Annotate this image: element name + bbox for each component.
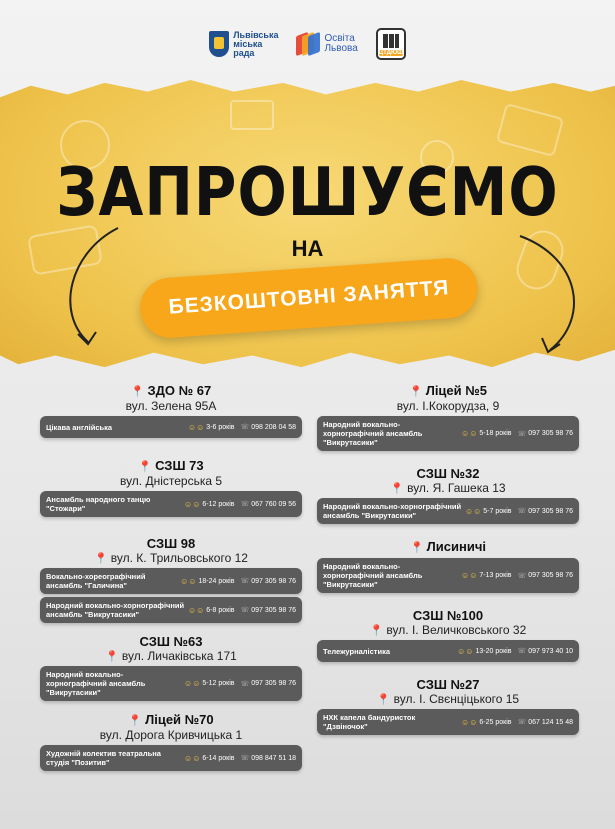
- location-pin-icon: 📍: [409, 386, 423, 398]
- class-card[interactable]: [40, 597, 302, 623]
- school-name: СЗШ №63: [139, 634, 203, 649]
- class-card[interactable]: [317, 558, 579, 593]
- school-name: Ліцей №5: [425, 383, 487, 398]
- school-header: [317, 467, 579, 495]
- location-pin-icon: 📍: [105, 651, 119, 663]
- phone-number: ☏ 067 760 09 56: [240, 500, 296, 508]
- school-header: [40, 384, 302, 413]
- children-icon: ☺☺: [187, 422, 205, 432]
- class-card[interactable]: [317, 640, 579, 662]
- headline-connector: НА: [291, 236, 324, 261]
- class-title: Народний вокально-хорнографічний ансамбль "Викрутасики": [46, 601, 185, 619]
- class-card[interactable]: [40, 745, 302, 771]
- osvita-books-icon: [296, 31, 320, 57]
- children-icon: ☺☺: [457, 646, 474, 656]
- school-name: СЗШ 73: [155, 458, 204, 473]
- class-title: Народний вокально-хорнографічний ансамбль "Викрутасики": [46, 670, 146, 697]
- right-column: [317, 384, 579, 735]
- phone-icon: ☏: [240, 424, 250, 431]
- lviv-crest-icon: [209, 31, 229, 57]
- phone-number: ☏ 098 208 04 58: [240, 423, 296, 431]
- children-icon: ☺☺: [187, 605, 205, 615]
- school-name: Лисиничі: [426, 539, 487, 554]
- class-title: Художній колектив театральна студія "Позитив": [46, 749, 161, 767]
- school-name: СЗШ №100: [412, 608, 484, 623]
- location-pin-icon: 📍: [94, 553, 108, 565]
- class-title: Цікава англійська: [46, 422, 113, 432]
- age-range: ☺☺ 3-6 років: [187, 422, 235, 432]
- age-range: ☺☺ 5-12 років: [184, 679, 235, 688]
- class-title: Вокально-хореографічний ансамбль "Галичина": [46, 572, 146, 590]
- phone-icon: ☏: [517, 648, 527, 655]
- class-card[interactable]: [317, 709, 579, 735]
- school-header: [317, 678, 579, 706]
- school-address: вул. І.Кокорудза, 9: [396, 399, 500, 413]
- headline: ЗАПРОШУЄМО: [56, 152, 559, 232]
- phone-icon: ☏: [240, 501, 250, 508]
- school-name: СЗШ №32: [416, 466, 480, 481]
- school-header: [40, 537, 302, 565]
- phone-number: ☏ 067 124 15 48: [517, 718, 573, 726]
- age-range: ☺☺ 5-7 років: [464, 506, 512, 516]
- phone-icon: ☏: [517, 572, 527, 580]
- lviv-city-council-label: Львівська міська рада: [233, 29, 279, 58]
- school-header: [40, 459, 302, 488]
- class-card[interactable]: [317, 498, 579, 524]
- location-pin-icon: 📍: [409, 542, 424, 554]
- class-title: Тележурналістика: [323, 646, 391, 656]
- school-address: вул. І. Свєнціцького 15: [393, 692, 520, 706]
- phone-icon: ☏: [517, 719, 527, 726]
- age-range: ☺☺ 6-12 років: [184, 499, 235, 509]
- school-group: [317, 467, 579, 524]
- location-pin-icon: 📍: [376, 694, 391, 706]
- school-address: вул. Дністерська 5: [119, 474, 223, 488]
- free-classes-pill: БЕЗКОШТОВНІ ЗАНЯТТЯ: [138, 256, 479, 339]
- phone-icon: ☏: [240, 755, 250, 762]
- location-pin-icon: 📍: [369, 625, 384, 637]
- class-card[interactable]: [40, 491, 302, 517]
- school-group: [317, 678, 579, 735]
- phone-number: ☏ 097 305 98 76: [240, 606, 296, 614]
- school-group: [40, 713, 302, 771]
- age-range: ☺☺ 6-14 років: [184, 753, 235, 763]
- school-name: СЗШ №27: [416, 677, 480, 692]
- lviv-city-council-logo: [209, 31, 278, 58]
- phone-icon: ☏: [240, 578, 250, 585]
- logo-bar: [0, 28, 615, 60]
- class-card[interactable]: [40, 416, 302, 438]
- school-address: вул. Зелена 95А: [125, 399, 217, 413]
- age-range: ☺☺ 6-8 років: [187, 605, 235, 615]
- school-group: [40, 384, 302, 447]
- osvita-lvova-label: Освіта Львова: [324, 33, 358, 54]
- children-icon: ☺☺: [464, 506, 482, 516]
- school-group: [317, 384, 579, 451]
- itdyush-icon: ЦТДЮШ: [376, 28, 406, 60]
- phone-number: ☏ 098 847 51 18: [240, 754, 296, 762]
- phone-number: ☏ 097 305 98 76: [517, 572, 573, 580]
- school-group: [317, 540, 579, 593]
- itdyush-logo: [376, 28, 406, 60]
- school-header: [40, 635, 302, 663]
- school-group: [317, 609, 579, 662]
- school-address: вул. І. Величковського 32: [386, 623, 527, 637]
- phone-icon: ☏: [517, 508, 527, 515]
- school-name: Ліцей №70: [145, 712, 214, 727]
- class-card[interactable]: [317, 416, 579, 451]
- school-address: вул. Личаківська 171: [121, 649, 237, 663]
- phone-number: ☏ 097 305 98 76: [517, 507, 573, 515]
- age-range: ☺☺ 18-24 років: [180, 576, 235, 586]
- school-group: [40, 537, 302, 623]
- location-pin-icon: 📍: [130, 386, 145, 398]
- children-icon: ☺☺: [184, 753, 201, 763]
- school-group: [40, 459, 302, 525]
- phone-icon: ☏: [240, 607, 250, 614]
- phone-number: ☏ 097 305 98 76: [240, 680, 296, 688]
- class-card[interactable]: [40, 568, 302, 594]
- school-address: вул. Дорога Кривчицька 1: [99, 728, 243, 742]
- location-pin-icon: 📍: [138, 461, 153, 473]
- class-title: Ансамбль народного танцю "Стожари": [46, 495, 151, 513]
- school-group: [40, 635, 302, 701]
- children-icon: ☺☺: [180, 576, 197, 586]
- phone-icon: ☏: [240, 680, 250, 688]
- class-title: Народний вокально-хорнографічний ансамбль "Викрутасики": [323, 420, 423, 447]
- age-range: ☺☺ 6-25 років: [461, 717, 512, 727]
- children-icon: ☺☺: [461, 717, 478, 727]
- class-title: Народний вокально-хорнографічний ансамбль "Викрутасики": [323, 502, 462, 520]
- location-pin-icon: 📍: [128, 715, 143, 727]
- school-address: вул. К. Трильовського 12: [110, 551, 248, 565]
- children-icon: ☺☺: [184, 499, 201, 509]
- left-column: [40, 384, 302, 771]
- school-header: [40, 713, 302, 742]
- school-address: вул. Я. Гашека 13: [407, 481, 506, 495]
- phone-icon: ☏: [517, 430, 527, 438]
- school-header: [317, 540, 579, 555]
- phone-number: ☏ 097 973 40 10: [517, 647, 573, 655]
- class-title: Народний вокально-хорнографічний ансамбль "Викрутасики": [323, 562, 423, 589]
- location-pin-icon: 📍: [390, 483, 405, 495]
- children-icon: ☺☺: [461, 571, 478, 580]
- school-header: [317, 609, 579, 637]
- school-header: [317, 384, 579, 413]
- children-icon: ☺☺: [461, 429, 478, 438]
- school-name: ЗДО № 67: [147, 383, 212, 398]
- school-name: СЗШ 98: [146, 536, 196, 551]
- osvita-lvova-logo: [296, 31, 357, 57]
- age-range: ☺☺ 13-20 років: [457, 646, 512, 656]
- age-range: ☺☺ 5-18 років: [461, 429, 512, 438]
- right-curved-arrow-icon: [510, 228, 590, 358]
- children-icon: ☺☺: [184, 679, 201, 688]
- class-card[interactable]: [40, 666, 302, 701]
- age-range: ☺☺ 7-13 років: [461, 571, 512, 580]
- class-title: НХК капела бандуристок "Дзвіночок": [323, 713, 416, 731]
- phone-number: ☏ 097 305 98 76: [517, 430, 573, 438]
- left-curved-arrow-icon: [60, 222, 140, 352]
- phone-number: ☏ 097 305 98 76: [240, 577, 296, 585]
